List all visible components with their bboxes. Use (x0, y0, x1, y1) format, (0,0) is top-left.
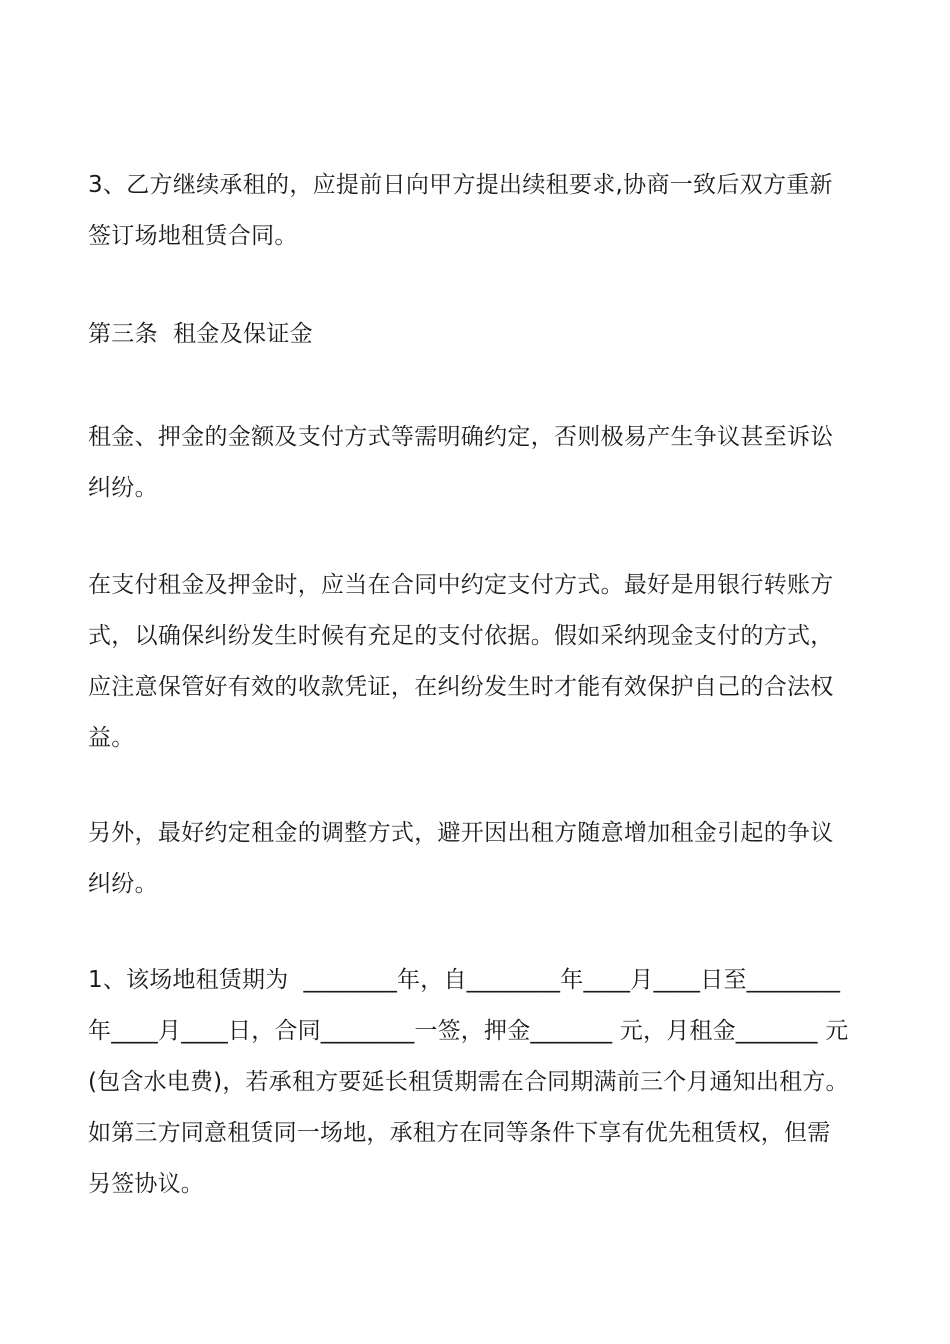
paragraph-line: 在支付租金及押金时，应当在合同中约定支付方式。最好是用银行转账方 (88, 572, 834, 598)
paragraph-line: 另外，最好约定租金的调整方式，避开因出租方随意增加租金引起的争议 (88, 820, 834, 846)
heading-text: 第三条 租金及保证金 (88, 321, 313, 347)
paragraph-line: 式，以确保纠纷发生时候有充足的支付依据。假如采纳现金支付的方式， (88, 623, 834, 649)
paragraph-line: 3、乙方继续承租的，应提前日向甲方提出续租要求,协商一致后双方重新 (88, 172, 833, 198)
paragraph-line: 益。 (88, 725, 135, 751)
clause-3-renewal-paragraph (88, 160, 878, 262)
paragraph-line: 应注意保管好有效的收款凭证，在纠纷发生时才能有效保护自己的合法权 (88, 674, 834, 700)
rent-adjustment-paragraph (88, 808, 878, 910)
paragraph-line: 租金、押金的金额及支付方式等需明确约定，否则极易产生争议甚至诉讼 (88, 424, 834, 450)
paragraph-line: 1、该场地租赁期为 ________年，自________年____月____日至________ (88, 967, 841, 993)
paragraph-line: 纠纷。 (88, 871, 158, 897)
paragraph-line: (包含水电费)，若承租方要延长租赁期需在合同期满前三个月通知出租方。 (88, 1069, 849, 1095)
paragraph-line: 纠纷。 (88, 475, 158, 501)
paragraph-line: 如第三方同意租赁同一场地，承租方在同等条件下享有优先租赁权，但需 (88, 1120, 831, 1146)
payment-method-paragraph (88, 560, 878, 764)
rent-deposit-intro-paragraph (88, 412, 878, 514)
lease-term-paragraph (88, 955, 878, 1210)
paragraph-line: 签订场地租赁合同。 (88, 223, 298, 249)
paragraph-line: 年____月____日，合同________一签，押金_______ 元，月租金_______ 元 (88, 1018, 849, 1044)
article-three-heading (88, 309, 878, 360)
paragraph-line: 另签协议。 (88, 1171, 204, 1197)
